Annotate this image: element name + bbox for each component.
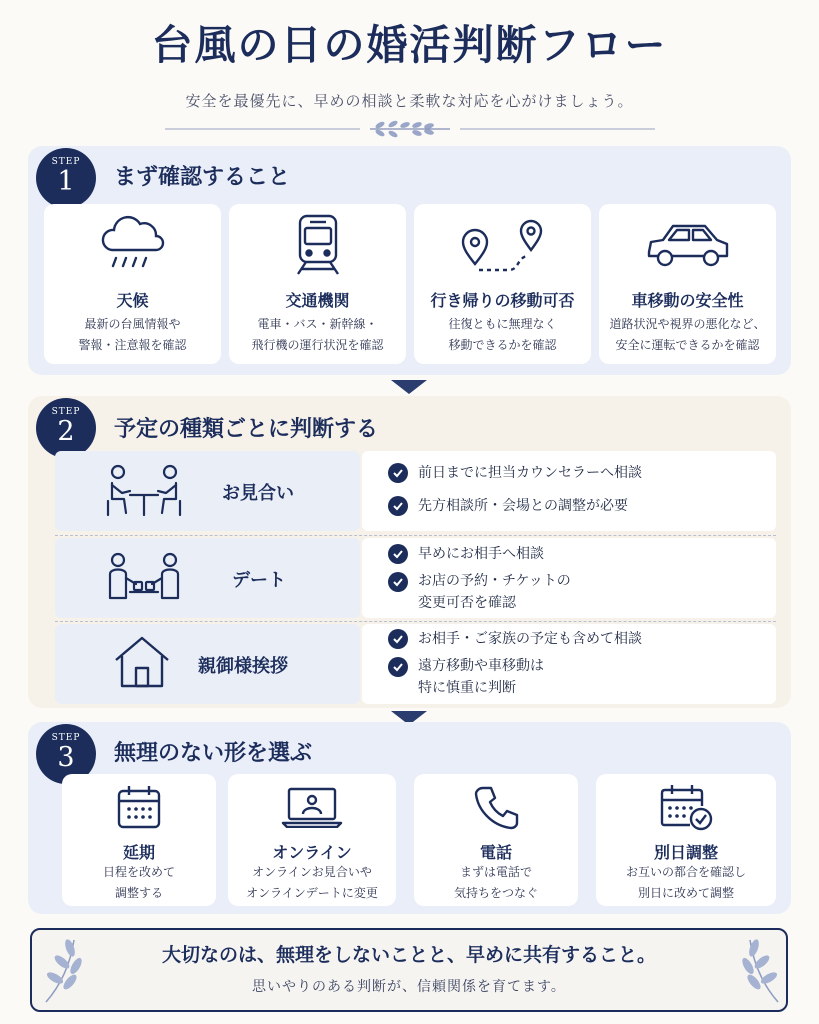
parents-item-1: お相手・ご家族の予定も含めて相談 [418, 631, 642, 647]
check-icon [388, 463, 408, 483]
closing-message-main: 大切なのは、無理をしないことと、早めに共有すること。 [161, 944, 656, 966]
option-reschedule-name: 別日調整 [653, 843, 718, 862]
check-icon [388, 657, 408, 677]
row-date-label-cell [55, 538, 360, 618]
row-divider [55, 621, 776, 622]
closing-message-box [30, 928, 788, 1012]
option-postpone-desc: 日程を改めて 調整する [102, 865, 175, 900]
step1-section [28, 146, 791, 375]
card-car-name: 車移動の安全性 [631, 291, 744, 310]
option-reschedule [596, 774, 776, 906]
row-parents-items [362, 624, 776, 704]
check-icon [388, 572, 408, 592]
calendar-icon [115, 784, 163, 830]
car-icon [643, 218, 733, 270]
card-travel-name: 行き帰りの移動可否 [430, 291, 575, 310]
step2-badge: STEP 2 [36, 398, 96, 458]
card-transport-name: 交通機関 [285, 291, 350, 310]
row-omiai-label: お見合い [222, 483, 294, 504]
step3-section [28, 722, 791, 914]
option-reschedule-desc: お互いの都合を確認し 別日に改めて調整 [625, 865, 746, 900]
route-pin-icon [453, 214, 553, 276]
card-transport [229, 204, 406, 364]
check-icon [388, 629, 408, 649]
option-online-desc: オンラインお見合いや オンラインデートに変更 [246, 865, 378, 900]
omiai-item-1: 前日までに担当カウンセラーへ相談 [418, 465, 642, 481]
page-subtitle: 安全を最優先に、早めの相談と柔軟な対応を心がけましょう。 [185, 92, 634, 110]
option-postpone [62, 774, 216, 906]
option-online-name: オンライン [272, 843, 352, 862]
phone-icon [473, 784, 519, 830]
card-weather-name: 天候 [116, 291, 149, 310]
page-title: 台風の日の婚活判断フロー [151, 21, 668, 69]
omiai-item-2: 先方相談所・会場との調整が必要 [418, 498, 628, 514]
card-travel-desc: 往復ともに無理なく 移動できるかを確認 [448, 317, 557, 352]
row-omiai-label-cell [55, 451, 360, 531]
check-icon [388, 496, 408, 516]
row-date-label: デート [232, 570, 286, 591]
train-icon [290, 212, 346, 278]
date-item-1: 早めにお相手へ相談 [418, 546, 544, 562]
card-weather [44, 204, 221, 364]
flow-arrow-1 [391, 380, 427, 394]
row-parents-label: 親御様挨拶 [198, 656, 288, 677]
parents-item-2: 遠方移動や車移動は 特に慎重に判断 [418, 658, 544, 696]
card-car-desc: 道路状況や視界の悪化など、 安全に運転できるかを確認 [609, 317, 766, 352]
option-postpone-name: 延期 [122, 843, 155, 862]
card-transport-desc: 電車・バス・新幹線・ 飛行機の運行状況を確認 [251, 317, 384, 352]
check-icon [388, 544, 408, 564]
rain-cloud-icon [98, 214, 168, 276]
option-phone-desc: まずは電話で 気持ちをつなぐ [453, 865, 538, 900]
card-weather-desc: 最新の台風情報や 警報・注意報を確認 [78, 317, 187, 352]
laptop-video-icon [281, 786, 343, 828]
calendar-check-icon [658, 782, 714, 832]
step3-title: 無理のない形を選ぶ [114, 740, 313, 766]
row-date-items [362, 538, 776, 618]
house-icon [112, 634, 172, 690]
ornament-divider [165, 118, 655, 140]
step1-title: まず確認すること [114, 164, 291, 190]
option-phone-name: 電話 [479, 843, 512, 862]
date-couple-icon [104, 550, 184, 606]
card-travel-feasibility [414, 204, 591, 364]
option-online [228, 774, 396, 906]
card-car-safety [599, 204, 776, 364]
step1-badge: STEP 1 [36, 148, 96, 208]
step2-title: 予定の種類ごとに判断する [114, 416, 379, 442]
date-item-2: お店の予約・チケットの 変更可否を確認 [418, 573, 571, 611]
step3-badge: STEP 3 [36, 724, 96, 784]
row-divider [55, 535, 776, 536]
option-phone [414, 774, 578, 906]
meeting-table-icon [104, 463, 184, 519]
row-omiai-items [362, 451, 776, 531]
closing-message-sub: 思いやりのある判断が、信頼関係を育てます。 [252, 979, 566, 995]
